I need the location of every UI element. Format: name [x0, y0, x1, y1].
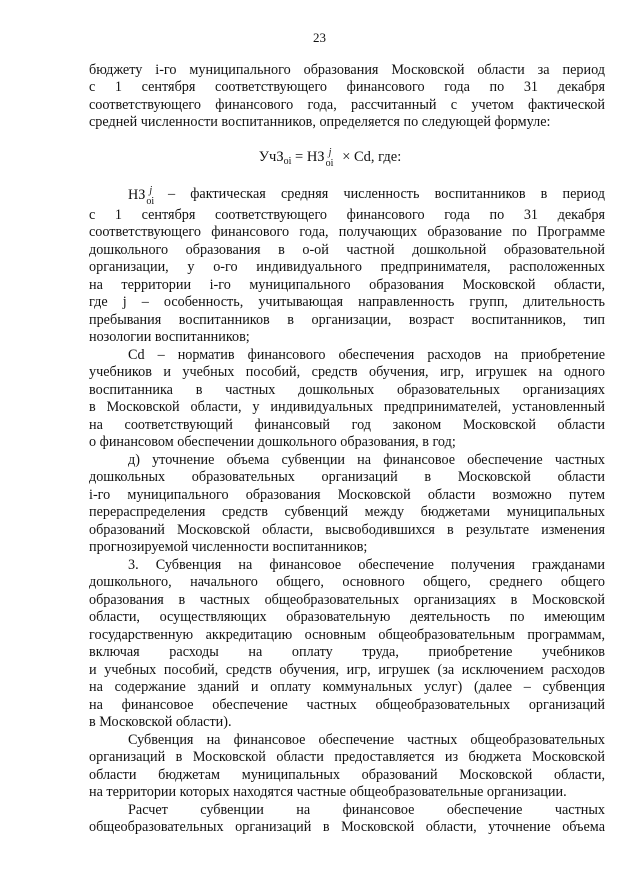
text-line: области, осуществляющих образовательную деятельность по имеющим — [89, 609, 605, 625]
formula-lhs: УчЗ — [258, 149, 284, 165]
text-line: учебников и учебных пособий, средств обучения, игр, игрушек на одного — [89, 364, 605, 380]
formula — [230, 147, 430, 169]
text-line: Расчет субвенции на финансовое обеспечение частных — [128, 802, 605, 818]
text-line: i-го муниципального образования Московской области возможно путем — [89, 487, 605, 503]
page-number: 23 — [313, 30, 326, 45]
text-line: на территории которых находятся частные общеобразовательные организации. — [89, 784, 567, 800]
text-line: образований Московской области, высвободившихся в результате изменения — [89, 522, 605, 538]
text-line: Cd – норматив финансового обеспечения расходов на приобретение — [128, 347, 605, 363]
text-line: 3. Субвенция на финансовое обеспечение получения гражданами — [128, 557, 605, 573]
term-symbol — [128, 185, 168, 207]
text-line: с 1 сентября соответствующего финансового года по 31 декабря — [89, 79, 605, 95]
text-line: нозологии воспитанников; — [89, 329, 250, 345]
term-superscript: j — [149, 185, 153, 196]
formula-rhs-subscript: oi — [325, 158, 334, 169]
formula-rest: × Cd, где: — [338, 149, 402, 165]
text-line: в Московской области, у индивидуальных предпринимателей, установленный — [89, 399, 605, 415]
text-line: – фактическая средняя численность воспитанников в период — [168, 186, 605, 202]
text-line: организаций в Московской области предоставляется из бюджета Московской — [89, 749, 605, 765]
text-line: общеобразовательных организаций в Московской области, уточнение объема — [89, 819, 605, 835]
text-line: где j – особенность, учитывающая направленность групп, длительность — [89, 294, 605, 310]
text-line: средней численности воспитанников, определяется по следующей формуле: — [89, 114, 551, 130]
text-line: бюджету i-го муниципального образования Московской области за период — [89, 62, 605, 78]
text-line: на соответствующий финансовый год законом Московской области — [89, 417, 605, 433]
text-line: прогнозируемой численности воспитанников; — [89, 539, 368, 555]
text-line: и учебных пособий, средств обучения, игр, игрушек (за исключением расходов — [89, 662, 605, 678]
text-line: организации, у о-го индивидуального предпринимателя, расположенных — [89, 259, 605, 275]
text-line: области бюджетам муниципальных образований Московской области, — [89, 767, 605, 783]
text-line: в Московской области). — [89, 714, 232, 730]
text-line: воспитанника в частных дошкольных образовательных организациях — [89, 382, 605, 398]
text-line: пребывания воспитанников в организации, возраст воспитанников, тип — [89, 312, 605, 328]
term-subscript: oi — [146, 196, 155, 207]
text-line: перераспределения средств субвенций между бюджетами муниципальных — [89, 504, 605, 520]
formula-equals: = — [291, 149, 307, 165]
formula-rhs: НЗ — [306, 149, 325, 165]
text-line: соответствующего финансового года, рассчитанный с учетом фактической — [89, 97, 605, 113]
text-line: дошкольного, начального общего, основного общего, среднего общего — [89, 574, 605, 590]
text-line: образования в частных общеобразовательных организациях в Московской — [89, 592, 605, 608]
text-line: на финансовое обеспечение частных общеобразовательных организаций — [89, 697, 605, 713]
text-line: на территории i-го муниципального образования Московской области, — [89, 277, 605, 293]
text-line: дошкольного образования в о-ой частной дошкольной образовательной — [89, 242, 605, 258]
text-line: государственную аккредитацию основным общеобразовательным программам, — [89, 627, 605, 643]
formula-rhs-indices — [325, 147, 339, 169]
text-line: о финансовом обеспечении дошкольного образования, в год; — [89, 434, 456, 450]
text-line: на содержание зданий и оплату коммунальных услуг) (далее – субвенция — [89, 679, 605, 695]
text-line: с 1 сентября соответствующего финансового года по 31 декабря — [89, 207, 605, 223]
text-line: включая расходы на оплату труда, приобретение учебников — [89, 644, 605, 660]
term-indices — [145, 185, 159, 207]
text-line: соответствующего финансового года, получающих образование по Программе — [89, 224, 605, 240]
text-line: Субвенция на финансовое обеспечение частных общеобразовательных — [128, 732, 605, 748]
term-main: НЗ — [128, 187, 146, 203]
text-line: дошкольных образовательных организаций в Московской области — [89, 469, 605, 485]
text-line: д) уточнение объема субвенции на финансовое обеспечение частных — [128, 452, 605, 468]
formula-rhs-superscript: j — [328, 147, 332, 158]
formula-lhs-subscript: oi — [283, 156, 292, 167]
